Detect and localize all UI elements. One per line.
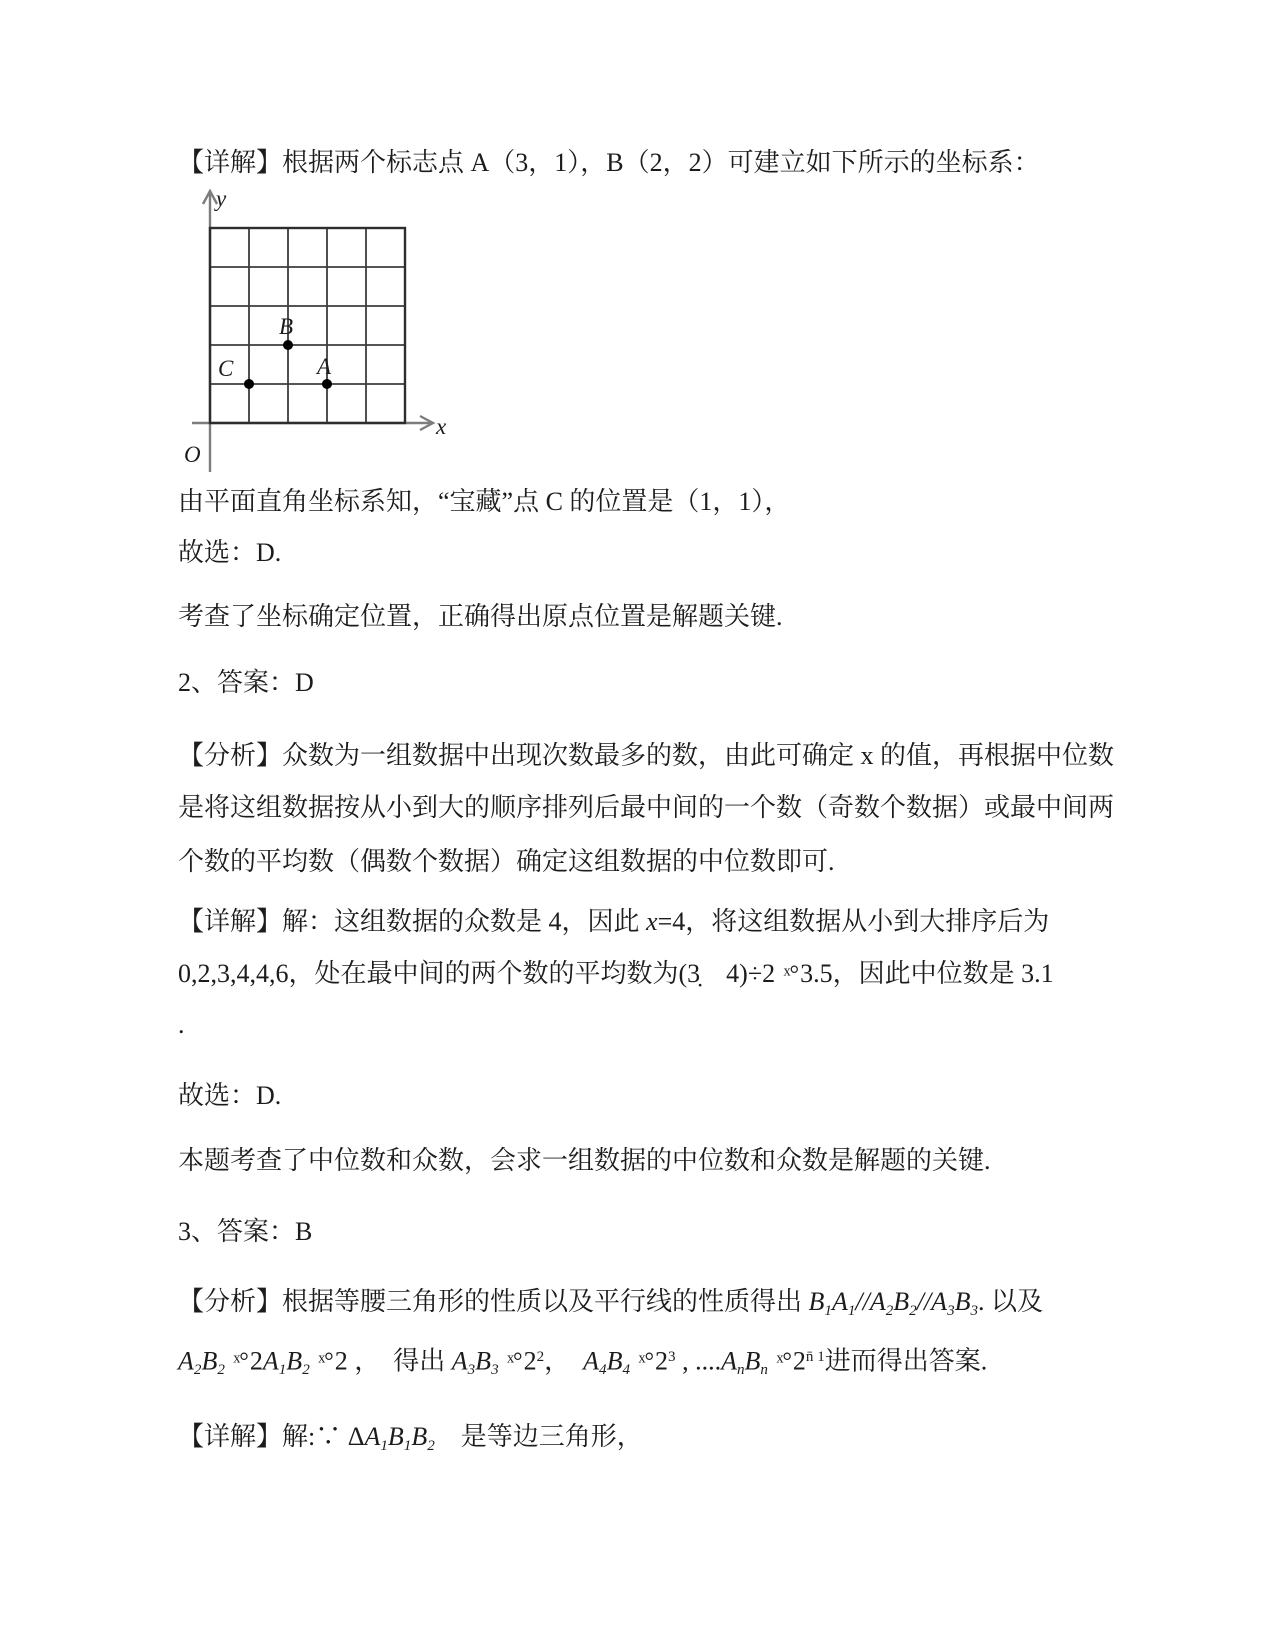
q3-analysis-line-2: $A_2B_2$ $ˣ^\circ 2A_1B_2$ ˣ°2 ， 得出 $A_3B_3$ $ˣ^\circ 2^2$， $A_4B_4$ $ˣ^\circ 2^3$ , $....A_nB_n$ $ˣ^\circ 2^{n̄ 1}$进而得出答案. — [178, 1346, 988, 1379]
q2-analysis-line-1: 【分析】众数为一组数据中出现次数最多的数，由此可确定 x 的值，再根据中位数 — [178, 741, 1115, 770]
coord-conclusion-line: 由平面直角坐标系知，“宝藏”点 C 的位置是（1，1）， — [178, 487, 791, 516]
q2-detail-line-2: 0,2,3,4,4,6，处在最中间的两个数的平均数为(3̣ 4)÷2 ˣ°3.5，因此中位数是 3.1 — [178, 959, 1054, 988]
remark-line-1: 考查了坐标确定位置，正确得出原点位置是解题关键. — [178, 602, 783, 631]
q2-analysis-line-2: 是将这组数据按从小到大的顺序排列后最中间的一个数（奇数个数据）或最中间两 — [178, 793, 1115, 822]
remark-line-2: 本题考查了中位数和众数，会求一组数据的中位数和众数是解题的关键. — [178, 1146, 991, 1175]
stray-period-line: . — [178, 1010, 185, 1039]
grid-lines — [210, 228, 405, 423]
detail1-intro-line: 【详解】根据两个标志点 A（3，1），B（2，2）可建立如下所示的坐标系： — [178, 148, 1040, 177]
q3-detail-line-1: 【详解】解:∵ $\Delta A_1B_1B_2$ 是等边三角形， — [178, 1422, 643, 1454]
x-axis-label: x — [436, 414, 447, 439]
point-c-dot — [244, 379, 254, 389]
point-a-label: A — [317, 354, 332, 379]
y-axis-label: y — [216, 186, 227, 211]
point-c-label: C — [218, 356, 234, 381]
point-b-label: B — [279, 314, 294, 339]
q3-answer-line: 3、答案：B — [178, 1217, 313, 1246]
q2-analysis-line-3: 个数的平均数（偶数个数据）确定这组数据的中位数即可. — [178, 847, 835, 876]
grid-border — [210, 228, 405, 423]
point-b-dot — [283, 340, 293, 350]
q2-answer-line: 2、答案：D — [178, 668, 314, 697]
q3-analysis-line-1: 【分析】根据等腰三角形的性质以及平行线的性质得出 $B_1A_1//A_2B_2//A_3B_3$. 以及 — [178, 1287, 1044, 1319]
origin-label: O — [184, 442, 201, 467]
answer-choice-line-2: 故选：D. — [178, 1081, 282, 1110]
answer-choice-line-1: 故选：D. — [178, 538, 282, 567]
coordinate-grid-figure — [176, 184, 466, 484]
q2-detail-line-1: 【详解】解：这组数据的众数是 4，因此 x=4，将这组数据从小到大排序后为 — [178, 907, 1050, 936]
point-a-dot — [322, 379, 332, 389]
